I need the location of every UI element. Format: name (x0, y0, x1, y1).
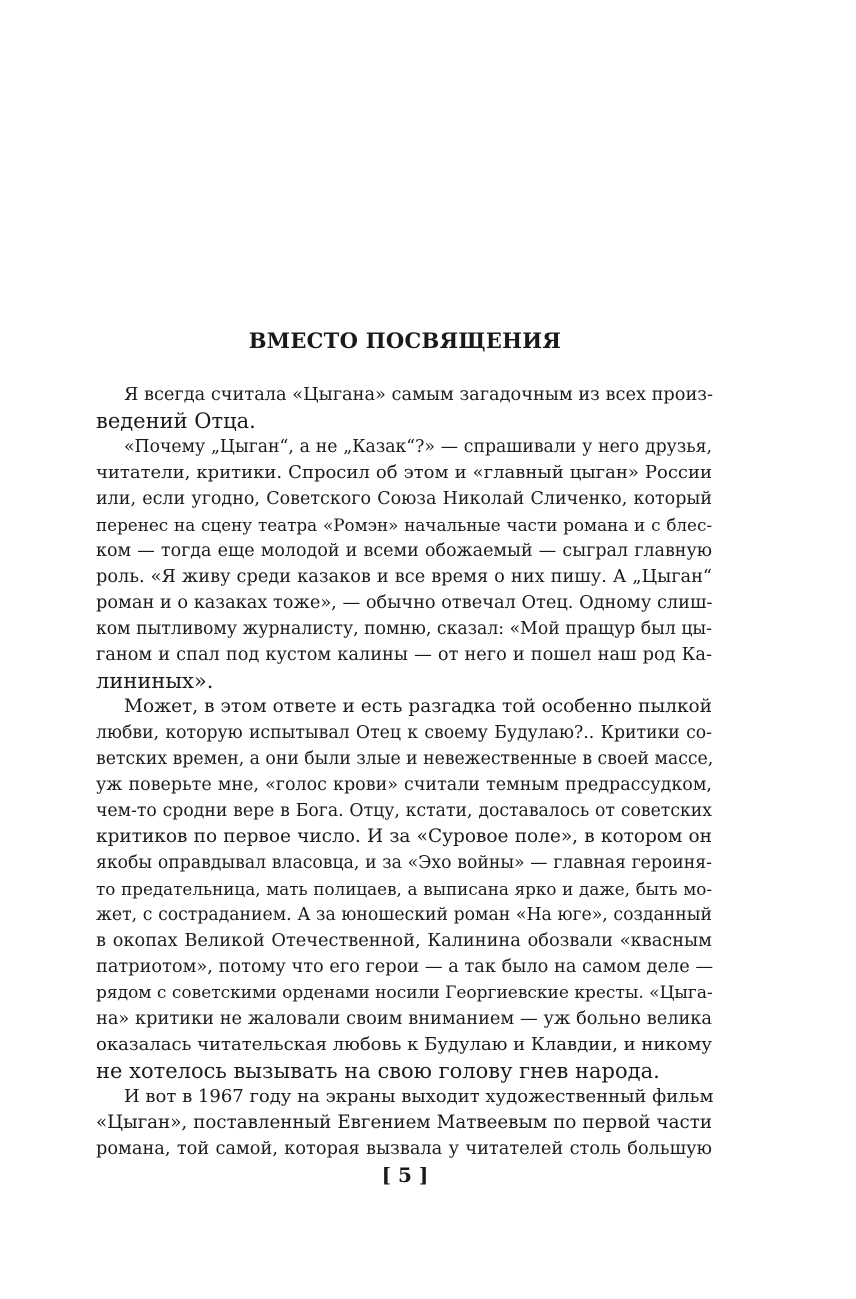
text-line-19: якобы оправдывал власовца, и за «Эхо войны» — главная героиня- (96, 853, 712, 873)
text-line-22: в окопах Великой Отечественной, Калинина обозвали «квасным (96, 931, 712, 951)
text-line-29: «Цыган», поставленный Евгением Матвеевым по первой части (96, 1112, 712, 1133)
text-line-6: перенес на сцену театра «Ромэн» начальные части романа и с блес- (96, 515, 712, 535)
text-line-7: ком — тогда еще молодой и всеми обожаемый — сыграл главную (96, 541, 712, 561)
text-line-11: ганом и спал под кустом калины — от него и пошел наш род Ка- (96, 645, 712, 665)
text-line-17: чем-то сродни вере в Бога. Отцу, кстати, доставалось от советских (96, 801, 712, 821)
text-line-9: роман и о казаках тоже», — обычно отвечал Отец. Одному слиш- (96, 593, 713, 613)
text-line-30: романа, той самой, которая вызвала у читателей столь большую (96, 1139, 712, 1159)
text-line-15: ветских времен, а они были злые и невежественные в своей массе, (96, 749, 714, 769)
text-line-10: ком пытливому журналисту, помню, сказал: «Мой пращур был цы- (96, 619, 712, 639)
text-line-25: на» критики не жаловали своим вниманием — уж больно велика (96, 1009, 712, 1029)
text-line-2: ведений Отца. (96, 409, 256, 433)
text-line-18: критиков по первое число. И за «Суровое поле», в котором он (96, 826, 712, 847)
text-line-27: не хотелось вызывать на свою голову гнев народа. (96, 1059, 660, 1083)
text-line-23: патриотом», потому что его герои — а так было на самом деле — (96, 957, 714, 977)
text-line-13: Может, в этом ответе и есть разгадка той особенно пылкой (124, 696, 712, 717)
text-line-8: роль. «Я живу среди казаков и все время о них пишу. А „Цыган“ (96, 567, 712, 587)
chapter-title: ВМЕСТО ПОСВЯЩЕНИЯ (248, 328, 562, 353)
text-line-24: рядом с советскими орденами носили Георгиевские кресты. «Цыга- (96, 983, 713, 1003)
text-line-3: «Почему „Цыган“, а не „Казак“?» — спрашивали у него друзья, (124, 437, 712, 457)
page-number: [ 5 ] (381, 1163, 429, 1187)
text-line-12: лининых». (96, 669, 214, 693)
text-line-16: уж поверьте мне, «голос крови» считали темным предрассудком, (96, 775, 712, 795)
text-line-14: любви, которую испытывал Отец к своему Будулаю?.. Критики со- (96, 723, 712, 743)
text-line-5: или, если угодно, Советского Союза Николай Сличенко, который (96, 489, 712, 509)
text-line-4: читатели, критики. Спросил об этом и «главный цыган» России (96, 462, 712, 483)
text-line-21: жет, с состраданием. А за юношеский роман «На юге», созданный (96, 905, 712, 925)
text-line-26: оказалась читательская любовь к Будулаю и Клавдии, и никому (96, 1034, 713, 1055)
text-line-1: Я всегда считала «Цыгана» самым загадочным из всех произ- (124, 385, 713, 405)
text-line-28: И вот в 1967 году на экраны выходит художественный фильм (124, 1086, 714, 1107)
text-line-20: то предательница, мать полицаев, а выписана ярко и даже, быть мо- (96, 879, 712, 899)
